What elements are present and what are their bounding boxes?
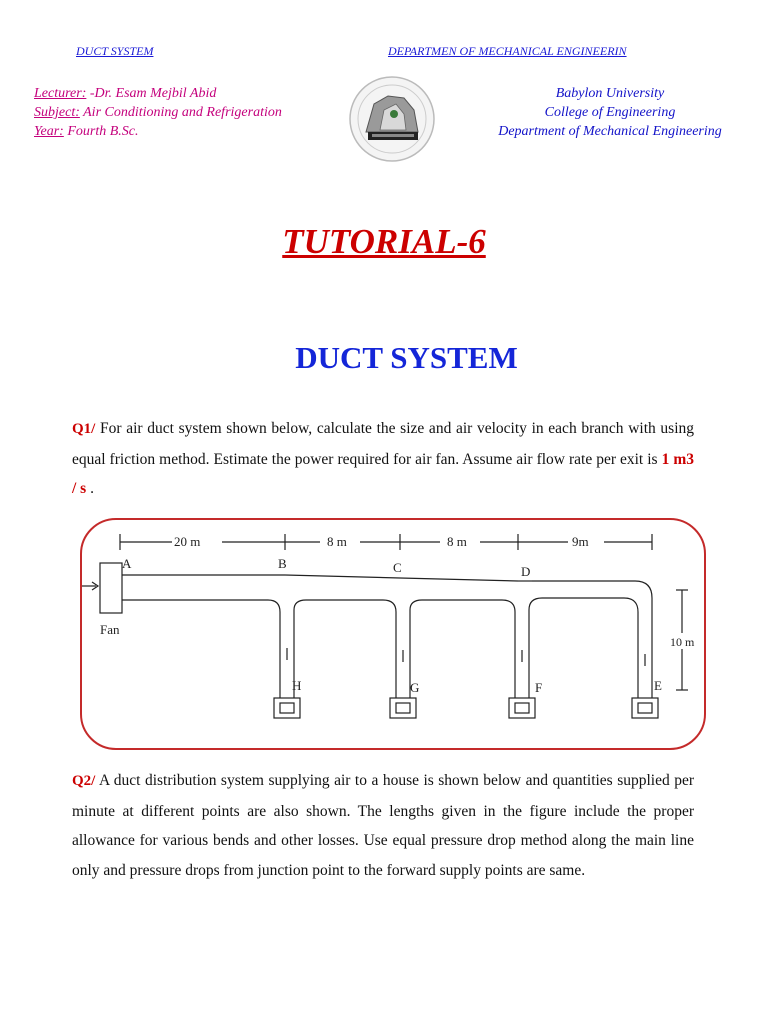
question-1: [72, 414, 694, 504]
section-title: DUCT SYSTEM: [295, 340, 518, 375]
department-name: Department of Mechanical Engineering: [498, 124, 722, 139]
q1-text-body: For air duct system shown below, calculate the size and air velocity in each branch with using equal friction method. Estimate the power required for air fan. Assume air flow rate per exit is: [72, 420, 694, 468]
year-label: Year:: [34, 124, 64, 139]
university-name: Babylon University: [555, 86, 665, 101]
q1-text: [72, 420, 694, 497]
node-label: C: [393, 560, 402, 575]
university-logo: [344, 74, 440, 164]
outlet-label: E: [654, 678, 662, 693]
outlet-label: H: [292, 678, 302, 693]
dim-label: 8 m: [447, 534, 467, 549]
node-label: A: [122, 556, 132, 571]
year-value: Fourth B.Sc.: [63, 124, 139, 139]
lecturer-value: -Dr. Esam Mejbil Abid: [86, 86, 217, 101]
dim-label: 9m: [572, 534, 589, 549]
fan-label: Fan: [100, 622, 120, 637]
outlet-label: F: [535, 680, 543, 695]
height-dim-label: 10 m: [670, 635, 695, 649]
node-label: B: [278, 556, 287, 571]
page-title: TUTORIAL-6: [282, 222, 486, 261]
question-2: [72, 766, 694, 885]
node-label: D: [521, 564, 531, 579]
college-name: College of Engineering: [544, 105, 676, 120]
outlet-label: G: [410, 680, 420, 695]
lecturer-block: [34, 84, 282, 141]
q2-label: Q2/: [72, 773, 96, 789]
q2-text: A duct distribution system supplying air to a house is shown below and quantities supplied per minute at different points are also shown. The lengths given in the figure include the proper allowance for various bends and other losses. Use equal pressure drop method along the main line only and pressure drops from junction point to the forward supply points are same.: [72, 772, 694, 879]
header-right: DEPARTMEN OF MECHANICAL ENGINEERIN: [388, 44, 627, 58]
header-left: DUCT SYSTEM: [76, 44, 154, 58]
subject-value: Air Conditioning and Refrigeration: [79, 105, 282, 120]
q1-flow-value: 1 m3 / s: [72, 450, 694, 497]
dim-label: 20 m: [174, 534, 201, 549]
q1-text-end: .: [86, 480, 94, 497]
dim-label: 8 m: [327, 534, 347, 549]
duct-figure: [80, 518, 706, 750]
lecturer-label: Lecturer:: [34, 86, 87, 101]
university-block: [470, 84, 750, 141]
subject-label: Subject:: [34, 105, 80, 120]
q1-label: Q1/: [72, 421, 96, 437]
